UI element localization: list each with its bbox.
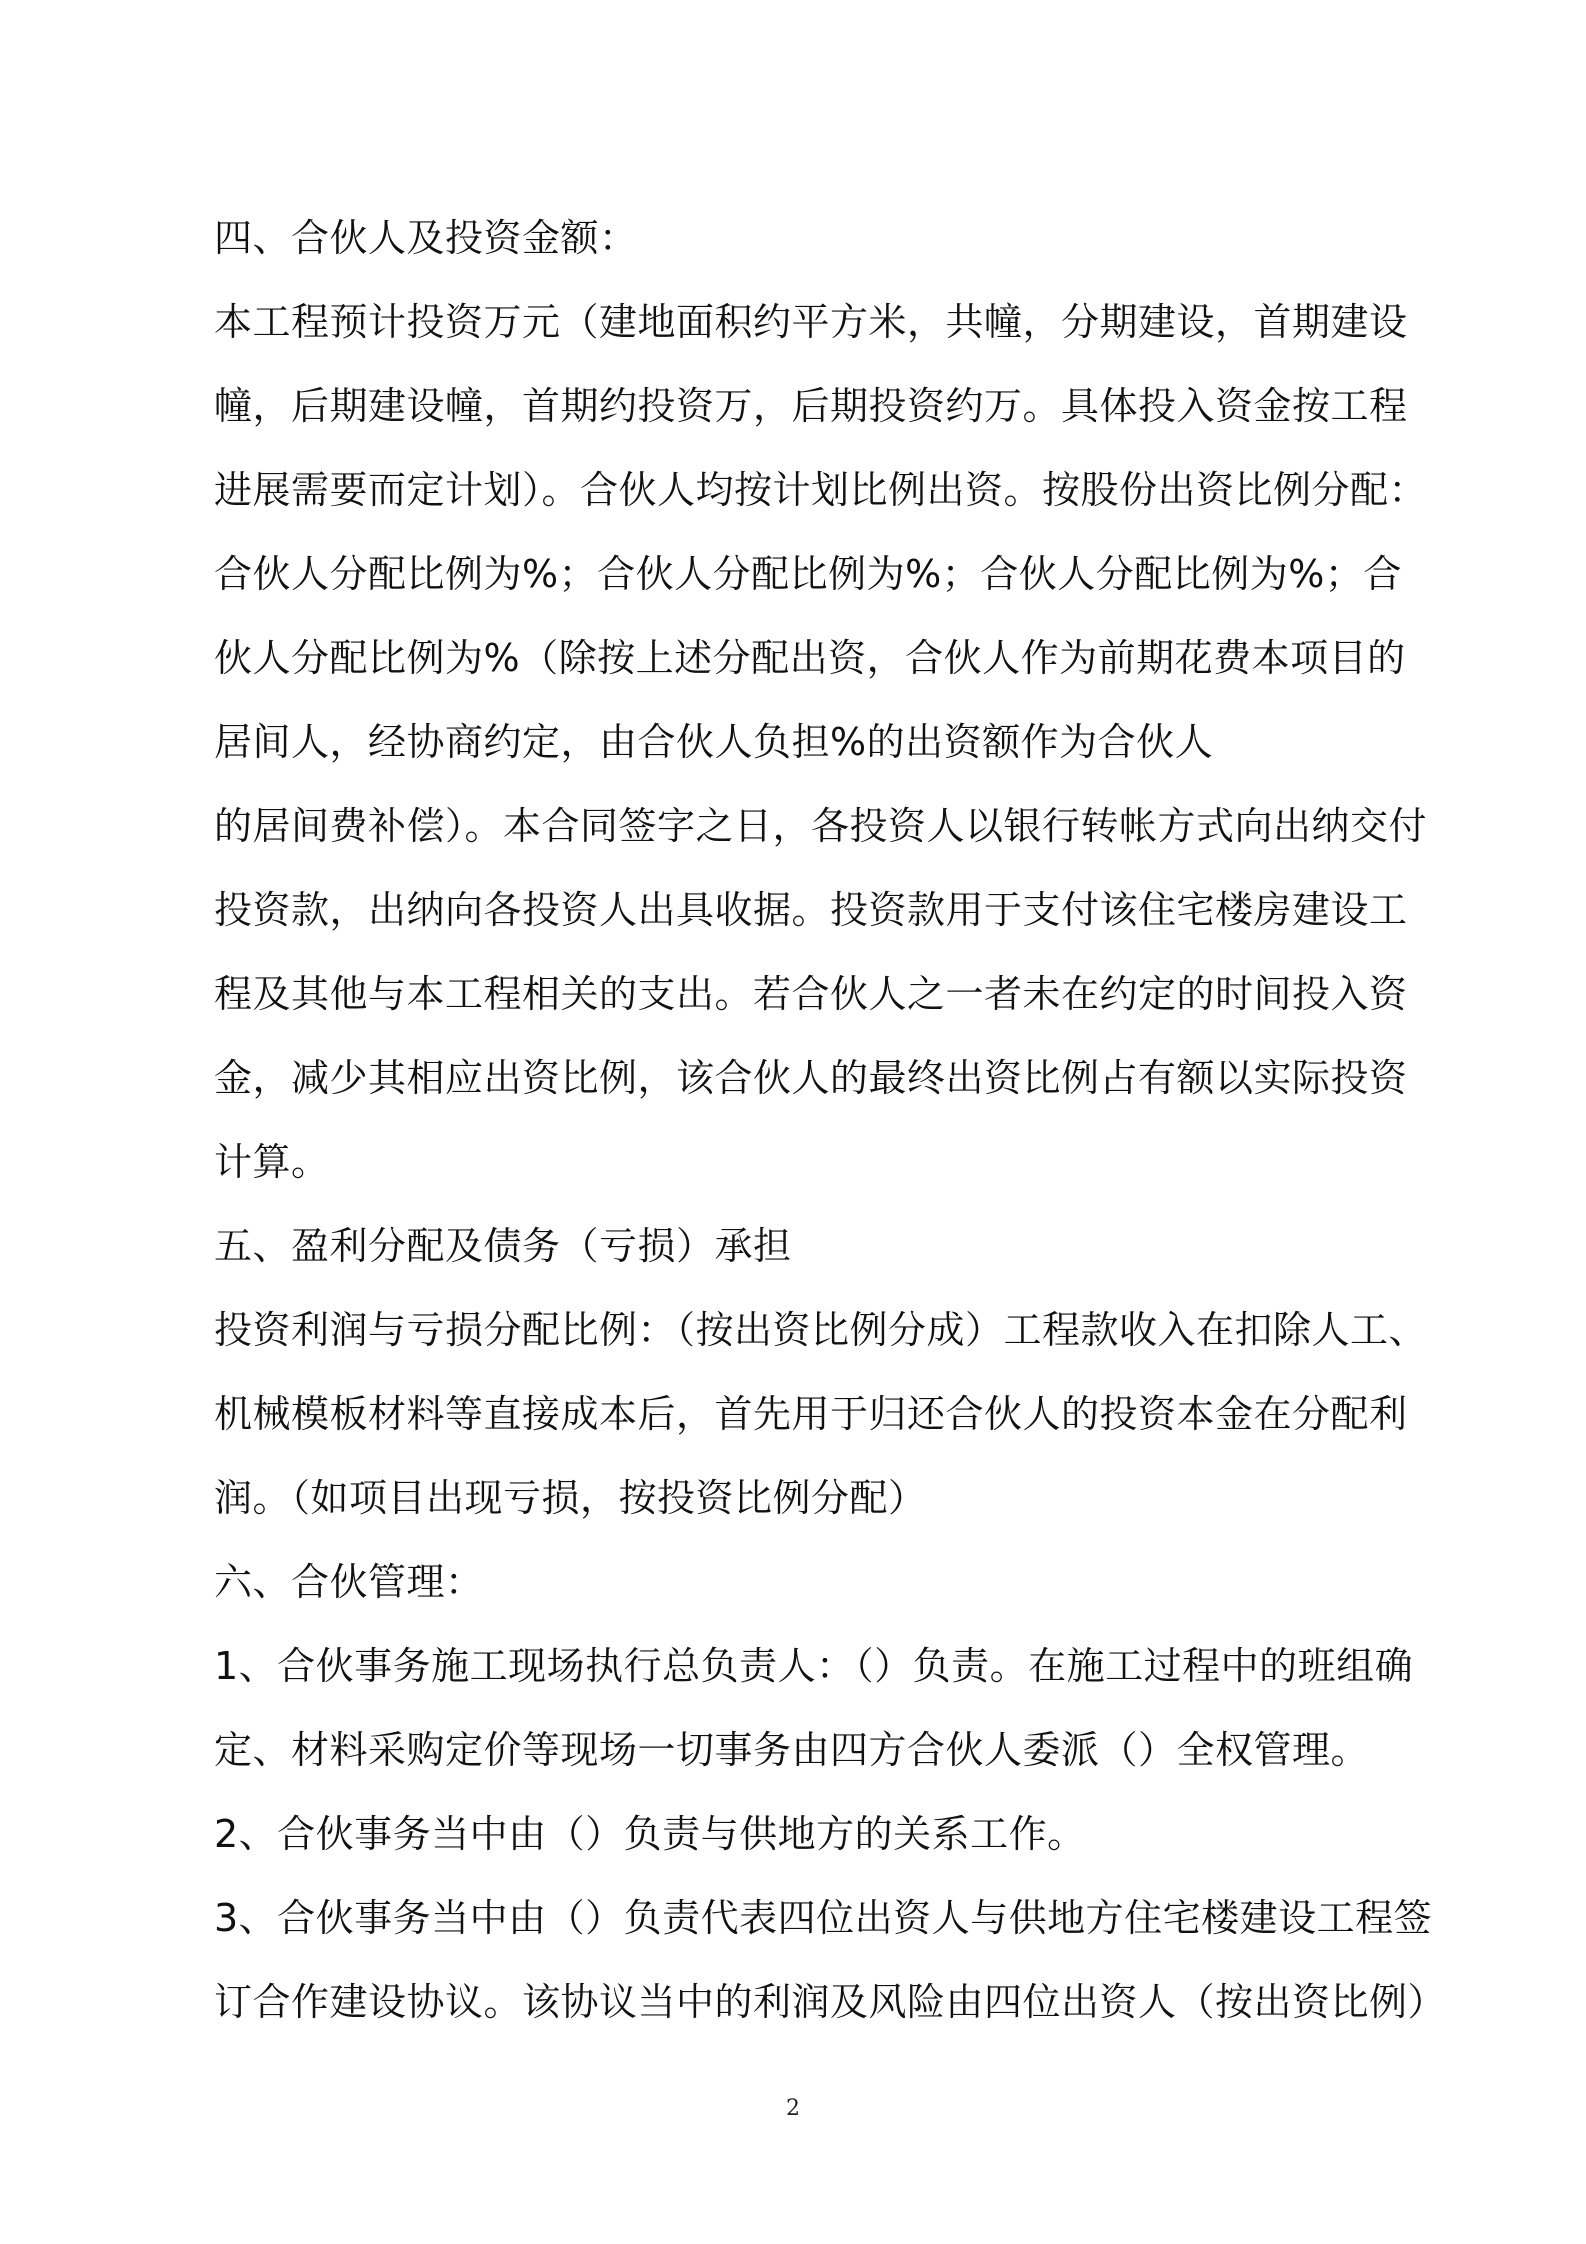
text-line: 进展需要而定计划）。合伙人均按计划比例出资。按股份出资比例分配： bbox=[214, 468, 1428, 512]
document-body bbox=[214, 196, 1447, 2044]
text-line: 机械模板材料等直接成本后，首先用于归还合伙人的投资本金在分配利 bbox=[214, 1392, 1408, 1436]
text-line: 合伙人分配比例为%；合伙人分配比例为%；合伙人分配比例为%；合 bbox=[214, 552, 1402, 596]
text-line: 伙人分配比例为%（除按上述分配出资，合伙人作为前期花费本项目的 bbox=[214, 636, 1406, 680]
text-line: 定、材料采购定价等现场一切事务由四方合伙人委派（）全权管理。 bbox=[214, 1728, 1370, 1772]
text-line: 润。（如项目出现亏损，按投资比例分配） bbox=[214, 1476, 927, 1520]
text-line: 的居间费补偿）。本合同签字之日，各投资人以银行转帐方式向出纳交付 bbox=[214, 804, 1428, 848]
text-line: 订合作建设协议。该协议当中的利润及风险由四位出资人（按出资比例） bbox=[214, 1980, 1447, 2024]
text-line: 计算。 bbox=[214, 1140, 330, 1184]
text-line: 金，减少其相应出资比例，该合伙人的最终出资比例占有额以实际投资 bbox=[214, 1056, 1408, 1100]
text-line: 1、合伙事务施工现场执行总负责人：（）负责。在施工过程中的班组确 bbox=[214, 1644, 1414, 1688]
text-line: 2、合伙事务当中由（）负责与供地方的关系工作。 bbox=[214, 1812, 1086, 1856]
text-line: 本工程预计投资万元（建地面积约平方米，共幢，分期建设，首期建设 bbox=[214, 300, 1408, 344]
text-line: 幢，后期建设幢，首期约投资万，后期投资约万。具体投入资金按工程 bbox=[214, 384, 1408, 428]
text-line: 居间人，经协商约定，由合伙人负担%的出资额作为合伙人 bbox=[214, 720, 1214, 764]
text-line: 投资利润与亏损分配比例：（按出资比例分成）工程款收入在扣除人工、 bbox=[214, 1308, 1428, 1352]
page-number: 2 bbox=[786, 2096, 800, 2121]
section-heading-partnership-management: 六、合伙管理： bbox=[214, 1560, 484, 1604]
section-heading-partners-investment: 四、合伙人及投资金额： bbox=[214, 216, 638, 260]
text-line: 3、合伙事务当中由（）负责代表四位出资人与供地方住宅楼建设工程签 bbox=[214, 1896, 1433, 1940]
text-line: 投资款，出纳向各投资人出具收据。投资款用于支付该住宅楼房建设工 bbox=[214, 888, 1408, 932]
section-heading-profit-distribution: 五、盈利分配及债务（亏损）承担 bbox=[214, 1224, 792, 1268]
text-line: 程及其他与本工程相关的支出。若合伙人之一者未在约定的时间投入资 bbox=[214, 972, 1408, 1016]
